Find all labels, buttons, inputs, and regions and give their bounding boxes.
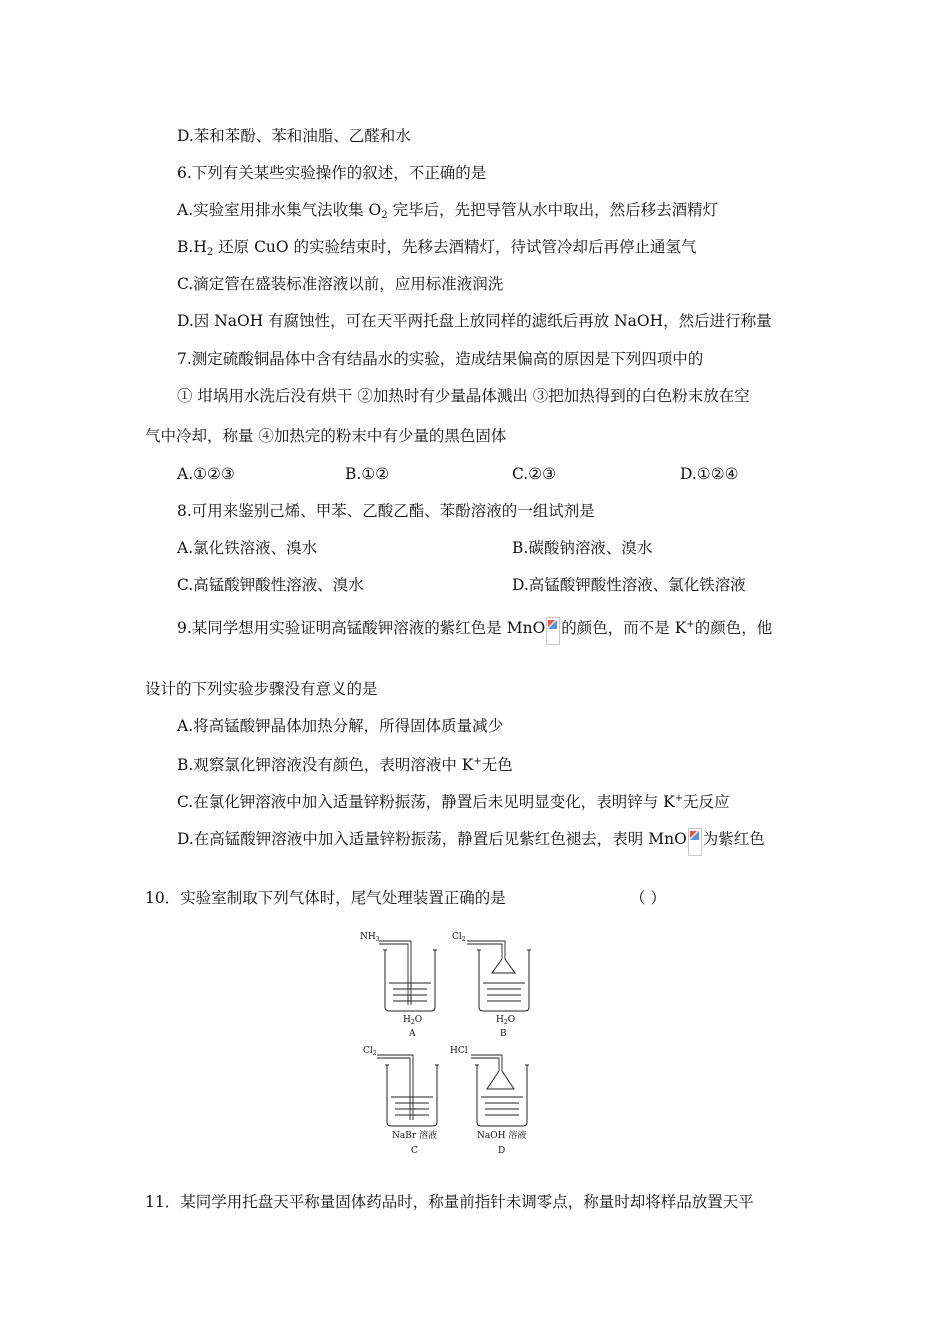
beaker-d-gas-label: HCl xyxy=(450,1046,468,1056)
q8-option-b: B.碳酸钠溶液、溴水 xyxy=(512,539,653,557)
beaker-a xyxy=(379,941,437,1011)
q7-items-line1: ① 坩埚用水洗后没有烘干 ②加热时有少量晶体溅出 ③把加热得到的白色粉末放在空 xyxy=(177,387,750,405)
q8-stem: 8.可用来鉴别己烯、甲苯、乙酸乙酯、苯酚溶液的一组试剂是 xyxy=(177,502,595,520)
beaker-d-letter: D xyxy=(498,1146,506,1156)
q9-stem-line2: 设计的下列实验步骤没有意义的是 xyxy=(145,680,378,698)
beaker-d-liquid-label: NaOH 溶液 xyxy=(477,1131,527,1141)
q6-option-a-sub: 2 xyxy=(381,210,388,221)
q7-option-c: C.②③ xyxy=(512,465,557,483)
q9-option-b-sup: + xyxy=(473,756,482,767)
q6-option-b-pre: B.H xyxy=(177,238,207,256)
q6-option-b-sub: 2 xyxy=(206,247,214,258)
q9-stem-pre: 9.某同学想用实验证明高锰酸钾溶液的紫红色是 MnO xyxy=(177,619,546,637)
q9-option-b-pre: B.观察氯化钾溶液没有颜色，表明溶液中 K xyxy=(177,756,474,774)
q6-option-b-post: 还原 CuO 的实验结束时，先移去酒精灯，待试管冷却后再停止通氢气 xyxy=(213,238,697,256)
gas-absorption-apparatus-figure xyxy=(355,925,545,1160)
beaker-c-letter: C xyxy=(411,1146,418,1156)
beaker-b-liquid-label: $H_2O$ xyxy=(496,1015,516,1026)
q6-option-b xyxy=(177,237,697,263)
beaker-a-liquid-label: $H_2O$ xyxy=(403,1015,423,1026)
q9-option-d-post: 为紫红色 xyxy=(702,830,765,848)
q9-stem-mid: 的颜色，而不是 K xyxy=(561,619,687,637)
q8-option-c: C.高锰酸钾酸性溶液、溴水 xyxy=(177,576,364,594)
q6-option-d: D.因 NaOH 有腐蚀性，可在天平两托盘上放同样的滤纸后再放 NaOH，然后进行称量 xyxy=(177,312,772,330)
q5-option-d: D.苯和苯酚、苯和油脂、乙醛和水 xyxy=(177,127,411,145)
q7-option-b: B.①② xyxy=(345,465,390,483)
beaker-a-gas-label: $NH_3$ xyxy=(360,932,380,943)
q10-answer-paren: （ ） xyxy=(630,889,666,907)
q7-option-a: A.①②③ xyxy=(177,465,235,483)
q9-option-c-sup: + xyxy=(674,793,684,804)
q9-option-b xyxy=(177,752,513,775)
q6-option-a-post: 完毕后，先把导管从水中取出，然后移去酒精灯 xyxy=(387,201,719,219)
q11-stem: 11．某同学用托盘天平称量固体药品时，称量前指针未调零点，称量时却将样品放置天平 xyxy=(145,1193,754,1211)
q9-stem xyxy=(177,615,772,645)
beaker-b xyxy=(467,941,531,1011)
beaker-c-liquid-label: NaBr 溶液 xyxy=(392,1131,438,1141)
beaker-c-gas-label: $Cl_2$ xyxy=(363,1046,377,1057)
q9-option-d xyxy=(177,828,765,856)
q8-option-d: D.高锰酸钾酸性溶液、氯化铁溶液 xyxy=(512,576,746,594)
q9-option-c-post: 无反应 xyxy=(683,793,730,811)
beaker-d xyxy=(471,1055,529,1126)
q6-stem: 6.下列有关某些实验操作的叙述，不正确的是 xyxy=(177,164,487,182)
q9-option-a: A.将高锰酸钾晶体加热分解，所得固体质量减少 xyxy=(177,717,504,735)
q10-stem: 10．实验室制取下列气体时，尾气处理装置正确的是 xyxy=(145,889,506,907)
broken-image-icon xyxy=(688,828,702,856)
q7-stem: 7.测定硫酸铜晶体中含有结晶水的实验，造成结果偏高的原因是下列四项中的 xyxy=(177,350,704,368)
beaker-c xyxy=(377,1055,439,1126)
beaker-b-gas-label: $Cl_2$ xyxy=(452,932,466,943)
q6-option-a xyxy=(177,200,718,226)
apparatus-diagram xyxy=(355,925,545,1160)
broken-image-icon xyxy=(546,617,560,645)
beaker-a-letter: A xyxy=(409,1029,416,1039)
q9-stem-post: 的颜色，他 xyxy=(694,619,773,637)
q9-stem-sup: + xyxy=(686,619,695,630)
q9-option-b-post: 无色 xyxy=(481,756,513,774)
q9-option-c xyxy=(177,789,730,812)
q6-option-c: C.滴定管在盛装标准溶液以前，应用标准液润洗 xyxy=(177,275,504,293)
q7-option-d: D.①②④ xyxy=(680,465,739,483)
beaker-b-letter: B xyxy=(500,1029,507,1039)
q9-option-c-pre: C.在氯化钾溶液中加入适量锌粉振荡，静置后未见明显变化，表明锌与 K xyxy=(177,793,675,811)
q6-option-a-pre: A.实验室用排水集气法收集 O xyxy=(177,201,382,219)
q8-option-a: A.氯化铁溶液、溴水 xyxy=(177,539,318,557)
q7-items-line2: 气中冷却，称量 ④加热完的粉末中有少量的黑色固体 xyxy=(145,427,507,445)
q9-option-d-pre: D.在高锰酸钾溶液中加入适量锌粉振荡，静置后见紫红色褪去，表明 MnO xyxy=(177,830,687,848)
